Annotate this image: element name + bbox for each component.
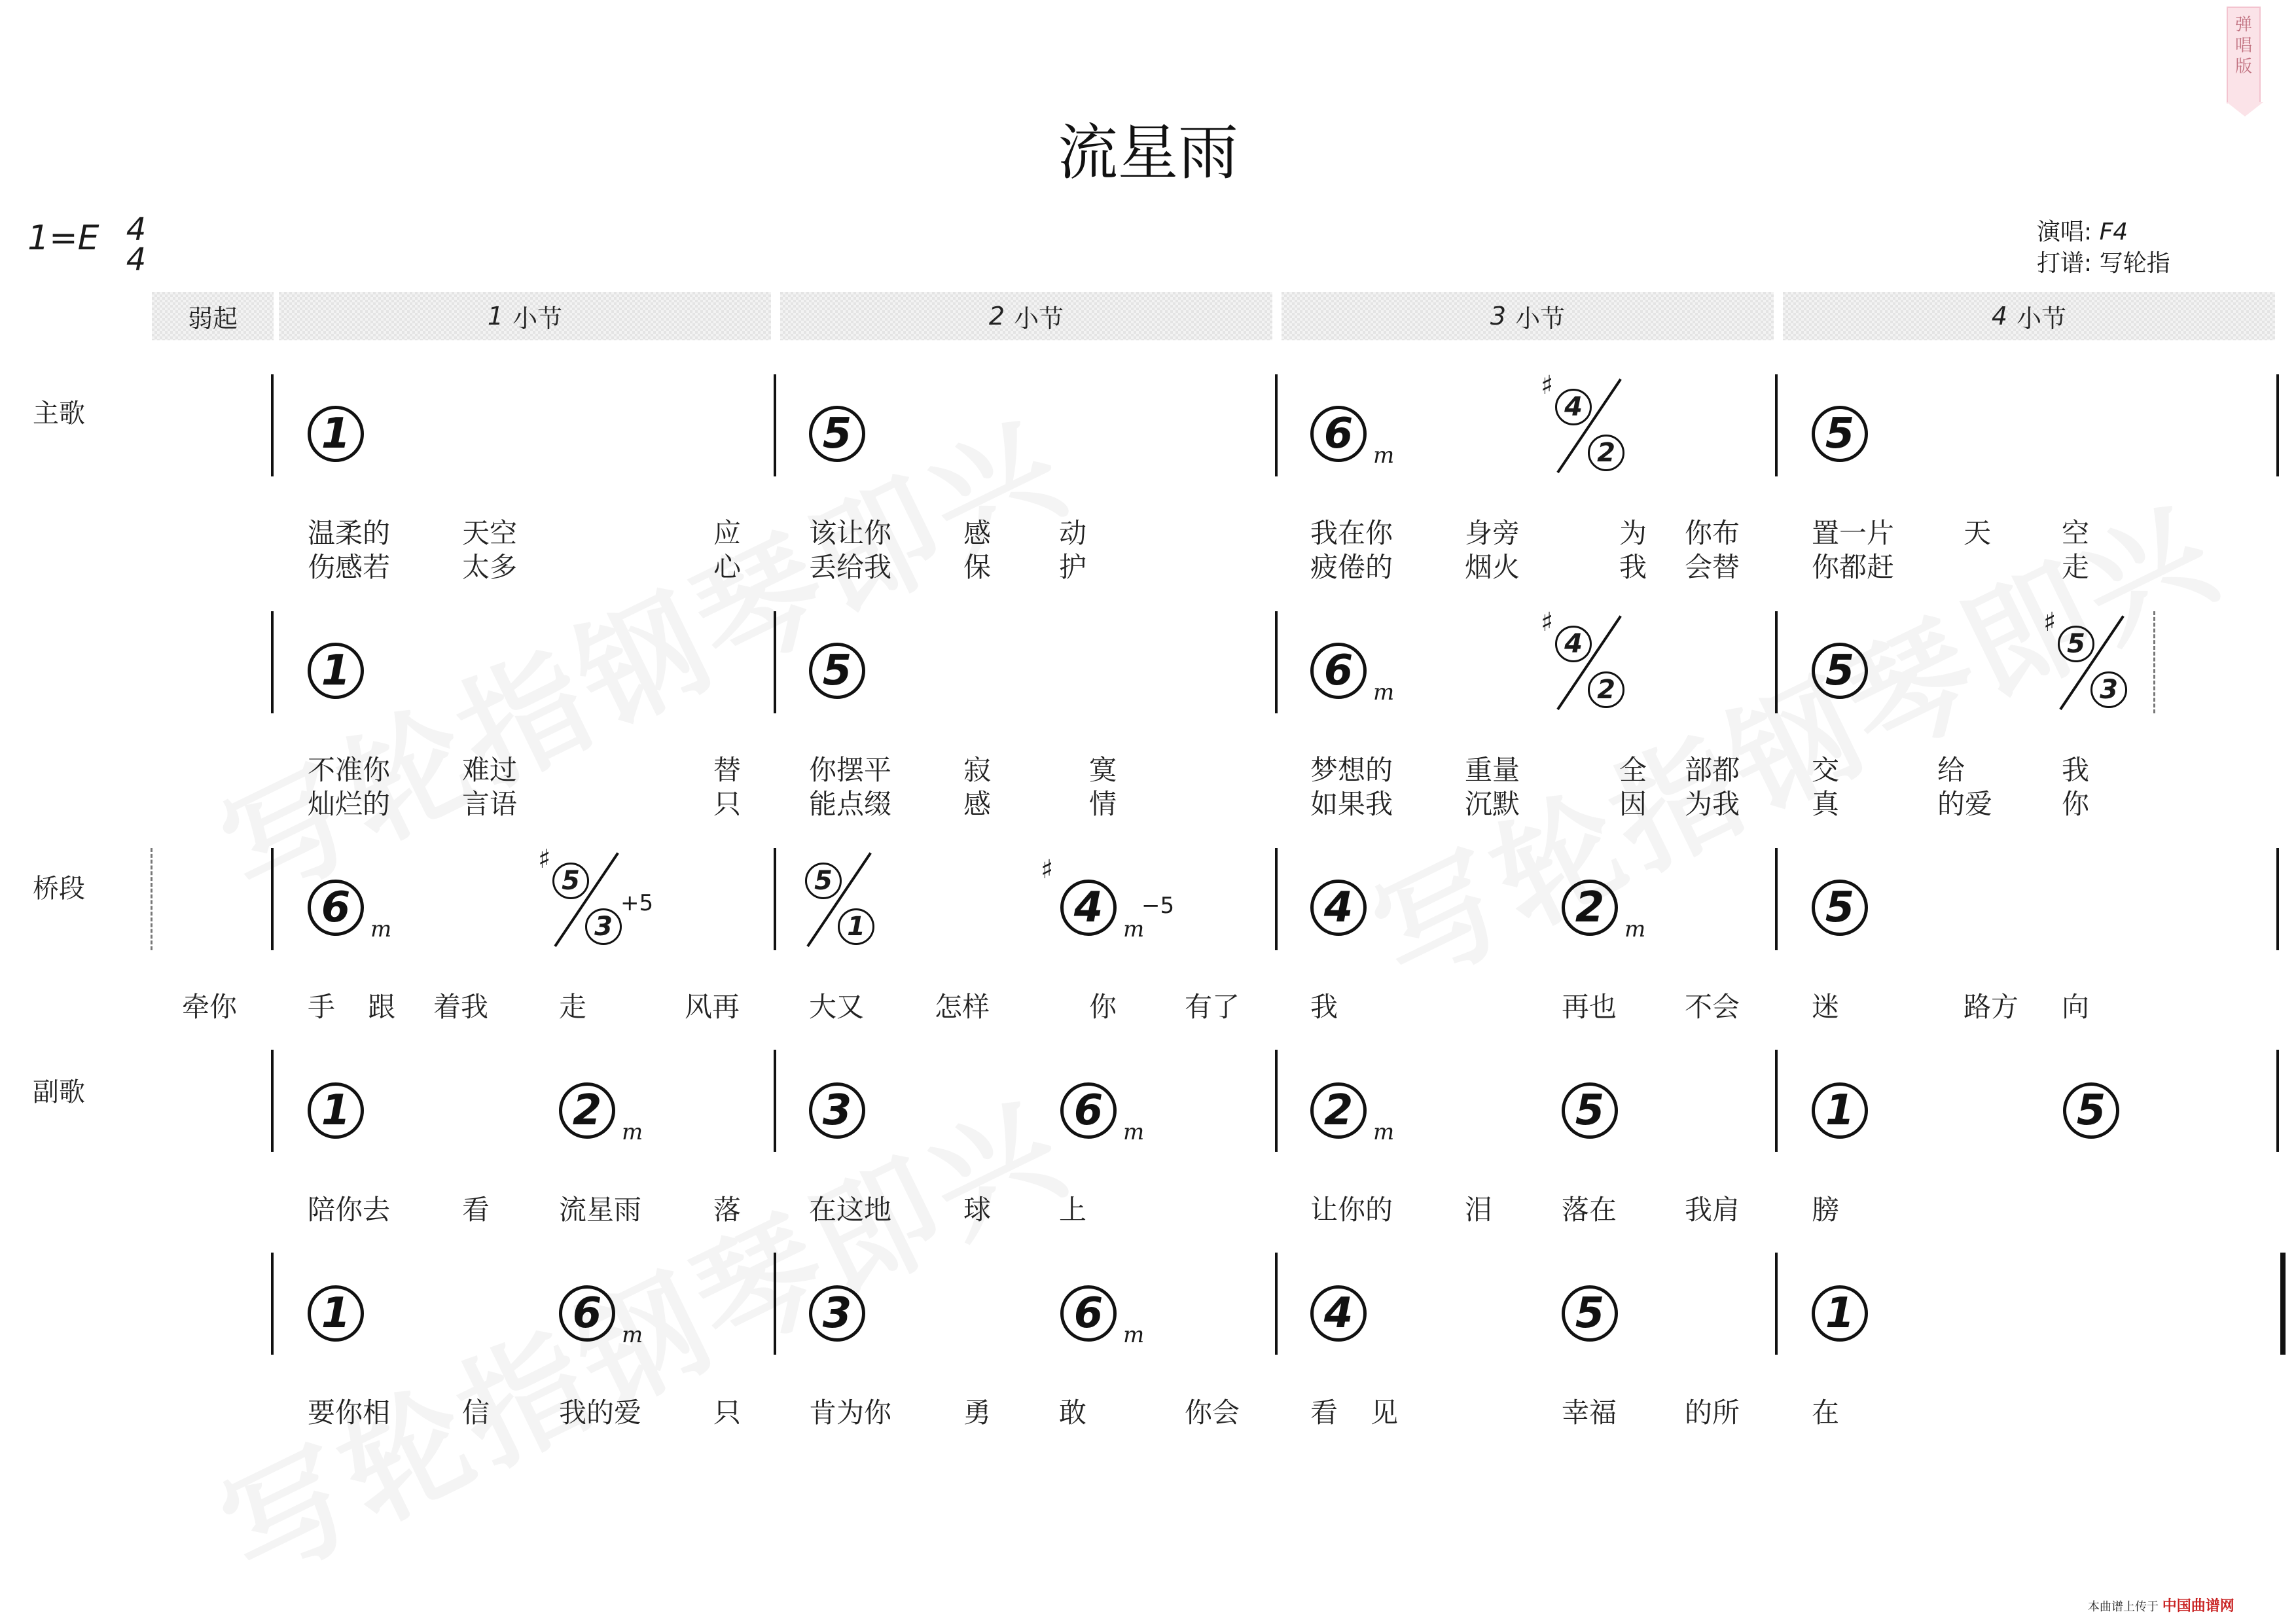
lyric: 见 (1371, 1397, 1399, 1429)
lyric: 怎样 (935, 991, 990, 1023)
barline (774, 1253, 776, 1355)
lyric: 如果我 (1310, 788, 1393, 820)
time-top: 4 (126, 211, 147, 248)
slash-chord-upper: 5 (2058, 626, 2094, 662)
singer-name: F4 (2099, 219, 2128, 245)
barline (774, 1050, 776, 1152)
lyric: 难过 (462, 754, 518, 786)
repeat-barline (151, 848, 152, 950)
pickup-lyric: 牵你 (182, 991, 238, 1023)
version-badge (2227, 7, 2261, 103)
lyric: 我 (1619, 551, 1647, 583)
lyric: 你 (1089, 991, 1117, 1023)
barline (271, 1050, 274, 1152)
barline (1775, 374, 1778, 476)
measure-header-2 (780, 292, 1272, 340)
lyric: 寞 (1089, 754, 1117, 786)
lyric: 风再 (685, 991, 740, 1023)
lyric: 信 (462, 1397, 490, 1429)
measure-number: 2 (988, 302, 1005, 330)
chord-degree: 6 (308, 880, 364, 936)
lyric: 只 (713, 1397, 742, 1429)
measure-number: 4 (1991, 302, 2008, 330)
lyric: 我的爱 (559, 1397, 642, 1429)
chord-degree: 1 (308, 1082, 364, 1139)
badge-char: 版 (2234, 57, 2252, 77)
chord-degree: 6 (1060, 1082, 1117, 1139)
chord-degree: 5 (1812, 643, 1868, 699)
lyric: 流星雨 (559, 1194, 642, 1226)
sharp-mark: ♯ (1541, 370, 1554, 401)
lyric: 不会 (1685, 991, 1740, 1023)
lyric: 部都 (1685, 754, 1740, 786)
lyric: 全 (1619, 754, 1647, 786)
barline (1275, 1253, 1278, 1355)
slash-chord-bass: 2 (1588, 435, 1624, 471)
barline (1775, 611, 1778, 713)
section-label-verse: 主歌 (33, 399, 85, 429)
barline (271, 611, 274, 713)
lyric: 球 (963, 1194, 992, 1226)
lyric: 再也 (1562, 991, 1617, 1023)
lyric: 敢 (1059, 1397, 1087, 1429)
lyric: 真 (1812, 788, 1840, 820)
sharp-mark: ♯ (1041, 855, 1054, 885)
chord-degree: 1 (308, 406, 364, 462)
measure-header-1 (279, 292, 771, 340)
measure-label: 小节 (2017, 304, 2067, 333)
chord-degree: 4 (1310, 1285, 1367, 1342)
minus-five-mark: −5 (1141, 893, 1175, 919)
singer-credit (2037, 213, 2128, 247)
lyric: 走 (559, 991, 587, 1023)
lyric: 手 (308, 991, 336, 1023)
slash-chord-bass: 2 (1588, 671, 1624, 708)
lyric: 情 (1089, 788, 1117, 820)
lyric: 看 (1310, 1397, 1338, 1429)
lyric: 空 (2062, 517, 2090, 549)
measure-number: 1 (487, 302, 504, 330)
lyric: 大又 (809, 991, 865, 1023)
sharp-mark: ♯ (2043, 607, 2056, 637)
chord-degree: 6 (1310, 406, 1367, 462)
lyric: 的爱 (1937, 788, 1993, 820)
minor-mark: m (1373, 679, 1395, 705)
lyric: 跟 (368, 991, 396, 1023)
lyric: 让你的 (1310, 1194, 1393, 1226)
measure-number: 3 (1490, 302, 1507, 330)
time-signature (122, 211, 151, 278)
chord-degree: 1 (308, 643, 364, 699)
lyric: 你 (2062, 788, 2090, 820)
final-barline (2280, 1253, 2286, 1355)
chord-degree: 5 (809, 643, 865, 699)
barline (774, 848, 776, 950)
chord-degree: 4 (1060, 880, 1117, 936)
minor-mark: m (1123, 1322, 1145, 1348)
site-logo[interactable]: 中国曲谱网 (2162, 1598, 2234, 1614)
lyric: 看 (462, 1194, 490, 1226)
lyric: 为 (1619, 517, 1647, 549)
singer-label: 演唱: (2037, 219, 2092, 245)
barline (271, 374, 274, 476)
lyric: 疲倦的 (1310, 551, 1393, 583)
lyric: 陪你去 (308, 1194, 391, 1226)
lyric: 我肩 (1685, 1194, 1740, 1226)
barline (2276, 848, 2279, 950)
slash-chord-bass: 1 (838, 908, 874, 945)
lyric: 替 (713, 754, 742, 786)
pickup-header (152, 292, 274, 340)
lyric: 有了 (1185, 991, 1240, 1023)
lyric: 落 (713, 1194, 742, 1226)
chord-degree: 1 (1812, 1285, 1868, 1342)
chord-degree: 5 (1812, 880, 1868, 936)
barline (774, 611, 776, 713)
lyric: 能点缀 (809, 788, 892, 820)
lyric: 沉默 (1465, 788, 1520, 820)
measure-label: 小节 (512, 304, 563, 333)
time-bottom: 4 (126, 241, 147, 278)
key-signature: 1=E (27, 219, 99, 258)
slash-chord-upper: 4 (1555, 626, 1592, 662)
lyric: 交 (1812, 754, 1840, 786)
arranger-credit (2037, 245, 2170, 278)
arranger-label: 打谱: (2037, 250, 2092, 277)
minor-mark: m (622, 1119, 643, 1145)
lyric: 在 (1812, 1397, 1840, 1429)
sharp-mark: ♯ (538, 844, 551, 874)
lyric: 你会 (1185, 1397, 1240, 1429)
lyric: 感 (963, 788, 992, 820)
lyric: 天 (1964, 517, 1992, 549)
minor-mark: m (1373, 1119, 1395, 1145)
lyric: 我 (1310, 991, 1338, 1023)
lyric: 上 (1059, 1194, 1087, 1226)
chord-degree: 2 (559, 1082, 615, 1139)
barline (1275, 848, 1278, 950)
barline (1775, 1050, 1778, 1152)
minor-mark: m (1123, 916, 1145, 942)
slash-chord-upper: 4 (1555, 389, 1592, 425)
lyric: 你摆平 (809, 754, 892, 786)
lyric: 着我 (433, 991, 489, 1023)
upload-footer (2088, 1595, 2234, 1615)
lyric: 你都赶 (1812, 551, 1895, 583)
chord-degree: 2 (1310, 1082, 1367, 1139)
slash-chord-upper: 5 (805, 863, 842, 899)
lyric: 寂 (963, 754, 992, 786)
lyric: 感 (963, 517, 992, 549)
chord-degree: 3 (809, 1285, 865, 1342)
arranger-name: 写轮指 (2099, 250, 2170, 277)
barline (1775, 848, 1778, 950)
barline (1275, 374, 1278, 476)
chord-degree: 6 (1060, 1285, 1117, 1342)
chord-degree: 5 (1812, 406, 1868, 462)
minor-mark: m (1624, 916, 1646, 942)
measure-header-4 (1783, 292, 2275, 340)
song-title: 流星雨 (1057, 118, 1238, 188)
lyric: 保 (963, 551, 992, 583)
lyric: 不准你 (308, 754, 391, 786)
footer-text: 本曲谱上传于 (2088, 1600, 2159, 1614)
measure-header-3 (1282, 292, 1774, 340)
lyric: 天空 (462, 517, 518, 549)
measure-label: 小节 (1014, 304, 1064, 333)
sharp-mark: ♯ (1541, 607, 1554, 637)
lyric: 路方 (1964, 991, 2019, 1023)
barline (271, 1253, 274, 1355)
chord-degree: 6 (559, 1285, 615, 1342)
lyric: 伤感若 (308, 551, 391, 583)
chord-degree: 1 (308, 1285, 364, 1342)
lyric: 的所 (1685, 1397, 1740, 1429)
slash-chord-upper: 5 (552, 863, 589, 899)
lyric: 言语 (462, 788, 518, 820)
chord-degree: 5 (809, 406, 865, 462)
minor-mark: m (622, 1322, 643, 1348)
measure-label: 小节 (1515, 304, 1566, 333)
chord-degree: 5 (2063, 1082, 2119, 1139)
slash-chord-bass: 3 (2090, 671, 2127, 708)
lyric: 该让你 (809, 517, 892, 549)
lyric: 身旁 (1465, 517, 1520, 549)
section-label-chorus: 副歌 (33, 1077, 85, 1107)
lyric: 温柔的 (308, 517, 391, 549)
lyric: 动 (1059, 517, 1087, 549)
badge-char: 唱 (2234, 36, 2252, 56)
lyric: 向 (2062, 991, 2090, 1023)
lyric: 护 (1059, 551, 1087, 583)
minor-mark: m (370, 916, 392, 942)
section-label-bridge: 桥段 (33, 874, 85, 904)
lyric: 只 (713, 788, 742, 820)
lyric: 我 (2062, 754, 2090, 786)
slash-chord-bass: 3 (585, 908, 622, 945)
chord-degree: 3 (809, 1082, 865, 1139)
lyric: 心 (713, 551, 742, 583)
plus-five-mark: +5 (620, 890, 654, 916)
repeat-barline (2153, 611, 2155, 713)
barline (1275, 611, 1278, 713)
lyric: 太多 (462, 551, 518, 583)
lyric: 烟火 (1465, 551, 1520, 583)
barline (2276, 374, 2279, 476)
barline (1275, 1050, 1278, 1152)
lyric: 给 (1937, 754, 1965, 786)
chord-degree: 5 (1562, 1285, 1618, 1342)
lyric: 为我 (1685, 788, 1740, 820)
barline (2276, 1050, 2279, 1152)
lyric: 勇 (963, 1397, 992, 1429)
pickup-label: 弱起 (187, 304, 238, 333)
chord-degree: 4 (1310, 880, 1367, 936)
lyric: 会替 (1685, 551, 1740, 583)
chord-degree: 2 (1562, 880, 1618, 936)
lyric: 迷 (1812, 991, 1840, 1023)
lyric: 你布 (1685, 517, 1740, 549)
badge-char: 弹 (2234, 15, 2252, 35)
barline (271, 848, 274, 950)
lyric: 应 (713, 517, 742, 549)
lyric: 泪 (1465, 1194, 1493, 1226)
lyric: 重量 (1465, 754, 1520, 786)
minor-mark: m (1123, 1119, 1145, 1145)
chord-degree: 5 (1562, 1082, 1618, 1139)
chord-degree: 1 (1812, 1082, 1868, 1139)
lyric: 置一片 (1812, 517, 1895, 549)
lyric: 幸福 (1562, 1397, 1617, 1429)
lyric: 要你相 (308, 1397, 391, 1429)
barline (774, 374, 776, 476)
lyric: 肯为你 (809, 1397, 892, 1429)
chord-degree: 6 (1310, 643, 1367, 699)
lyric: 在这地 (809, 1194, 892, 1226)
barline (1775, 1253, 1778, 1355)
lyric: 落在 (1562, 1194, 1617, 1226)
lyric: 丢给我 (809, 551, 892, 583)
lyric: 膀 (1812, 1194, 1840, 1226)
lyric: 梦想的 (1310, 754, 1393, 786)
lyric: 走 (2062, 551, 2090, 583)
lyric: 因 (1619, 788, 1647, 820)
lyric: 灿烂的 (308, 788, 391, 820)
minor-mark: m (1373, 442, 1395, 469)
lyric: 我在你 (1310, 517, 1393, 549)
